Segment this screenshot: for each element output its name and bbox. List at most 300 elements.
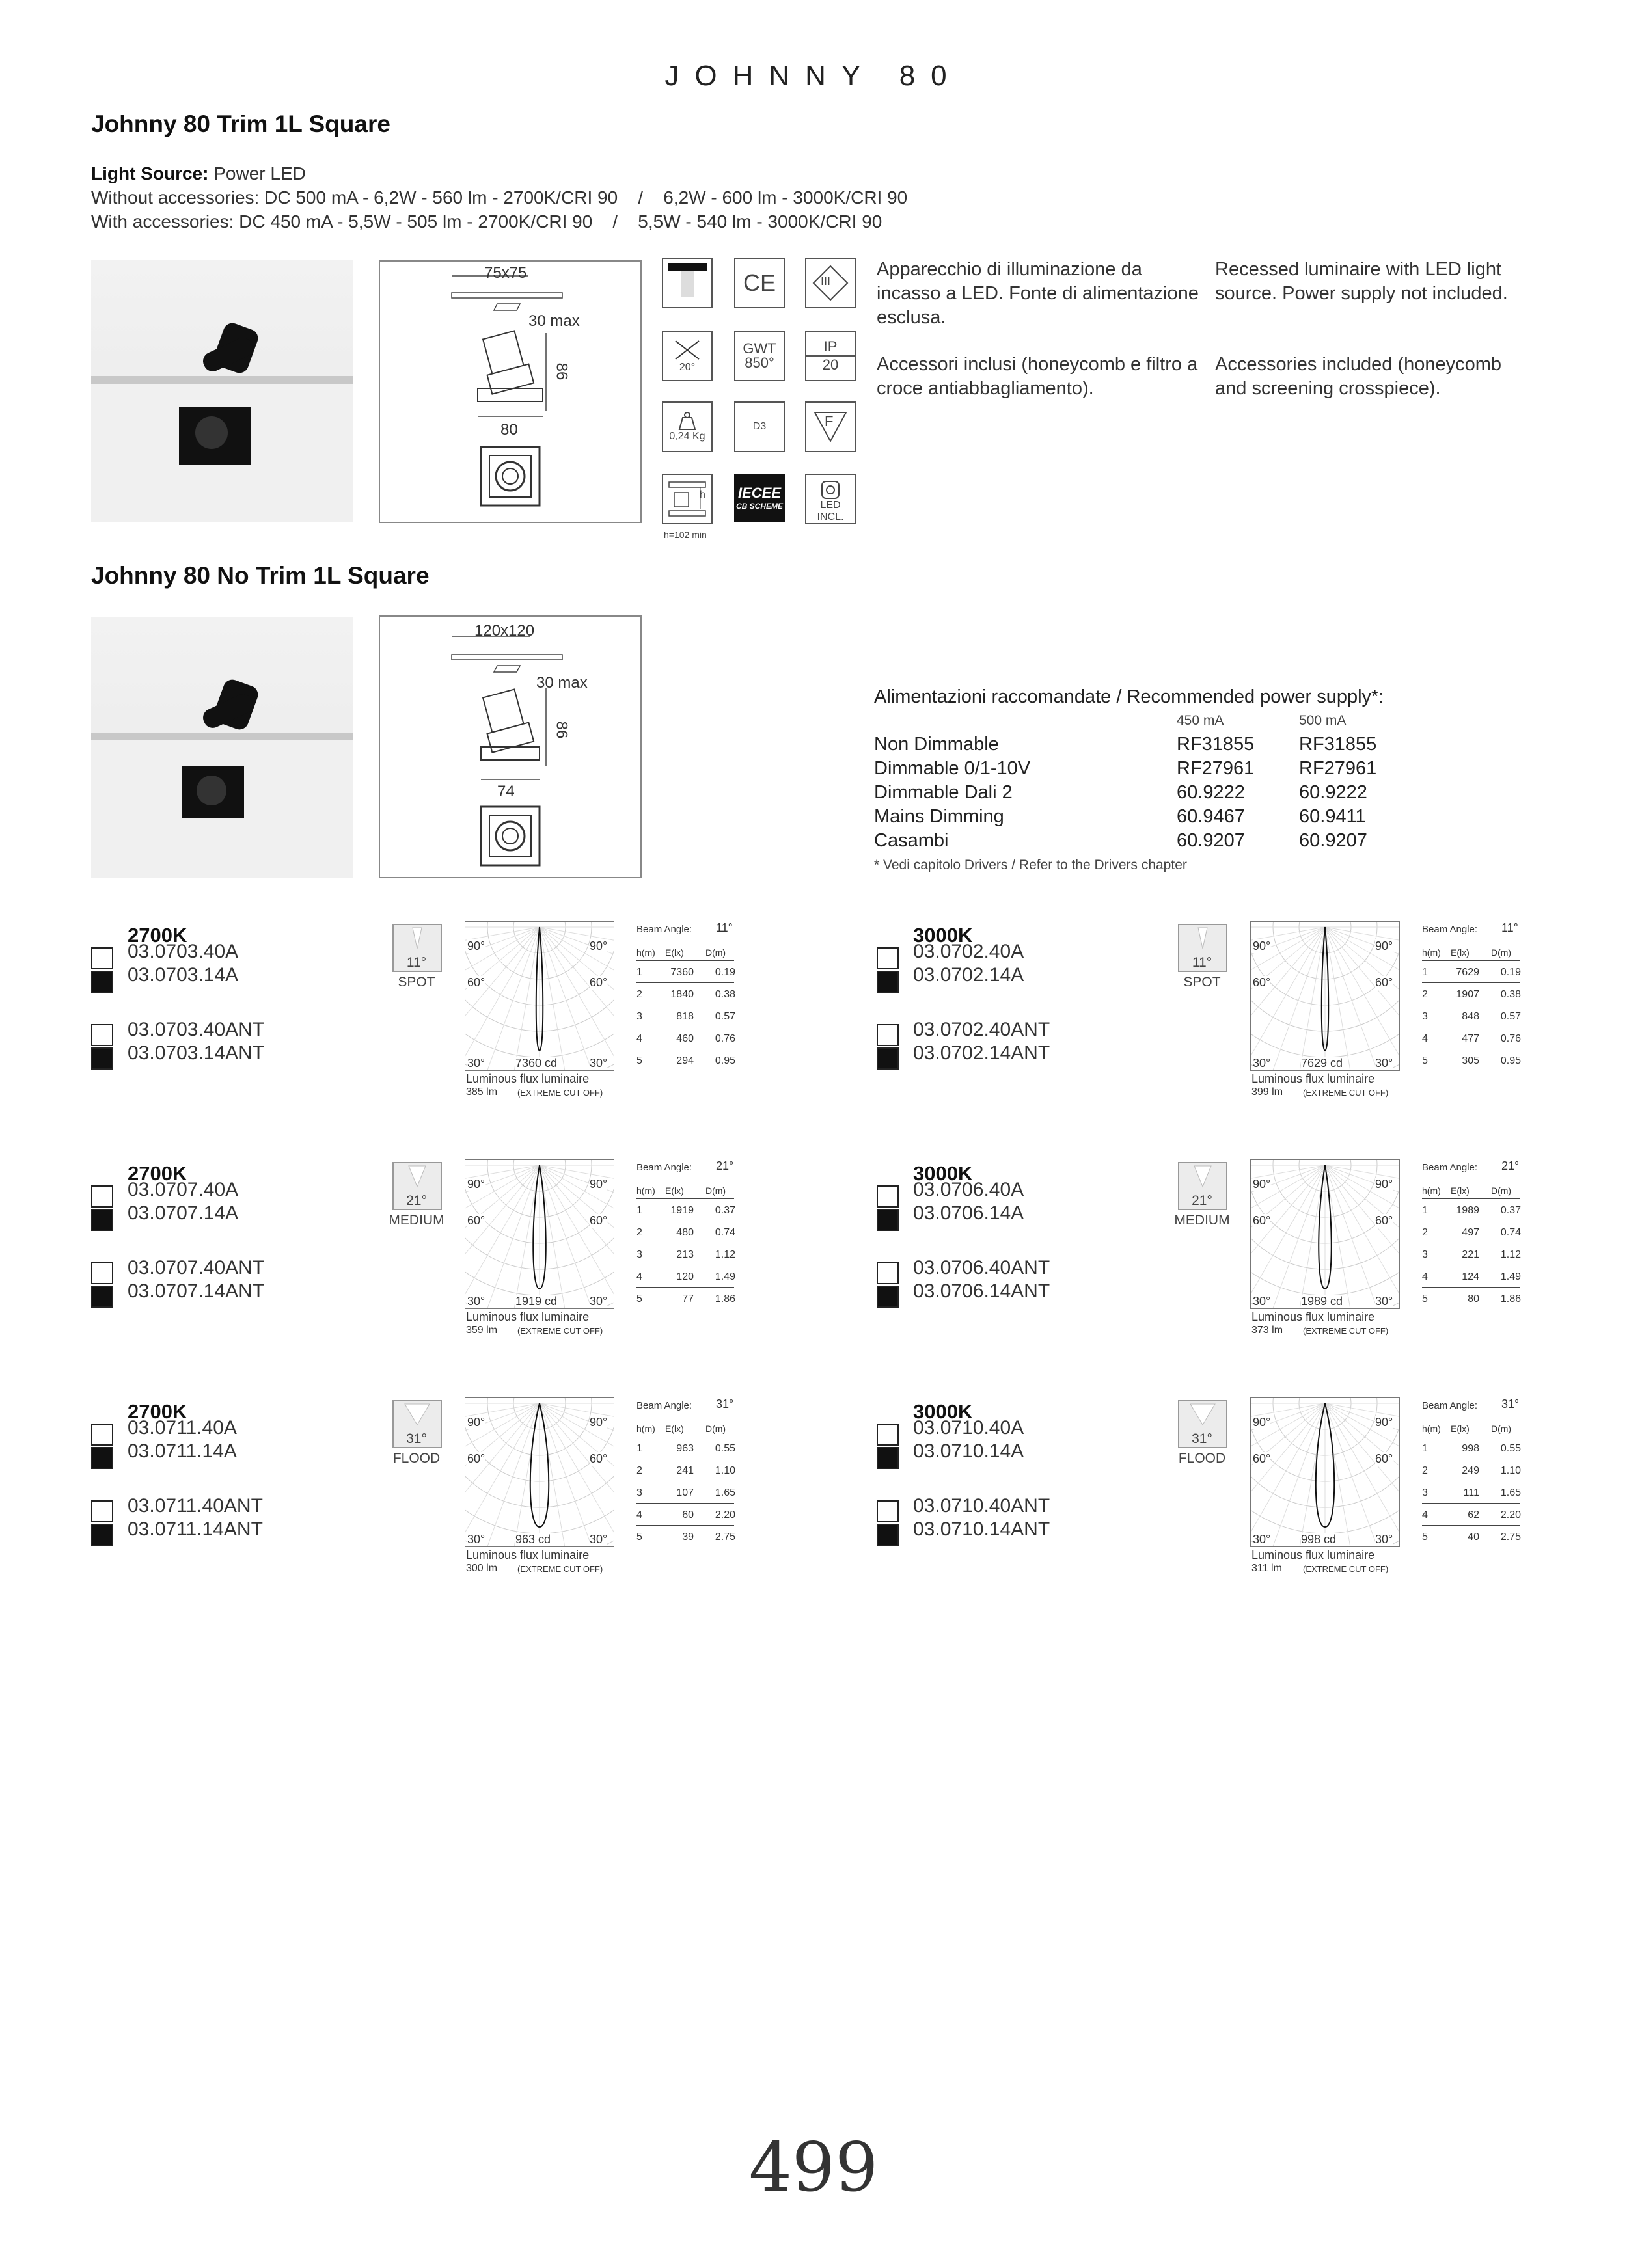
supply-type: Dimmable Dali 2 (874, 782, 1013, 803)
color-temperature: 2700K (128, 924, 187, 947)
product-code: 03.0703.14A (128, 964, 239, 986)
row-height: 4 (1422, 1033, 1428, 1044)
row-height: 3 (1422, 1011, 1428, 1022)
iecee-label: IECEE (737, 485, 782, 501)
peak-candela: 7629 cd (1301, 1057, 1343, 1070)
black-finish-swatch (91, 1286, 113, 1308)
product-code: 03.0706.14ANT (913, 1280, 1050, 1302)
angle-label-30-right: 30° (590, 1533, 608, 1546)
drivers-footnote: * Vedi capitolo Drivers / Refer to the Drivers chapter (874, 857, 1187, 872)
product-code: 03.0702.14A (913, 964, 1024, 986)
col-diameter: D(m) (705, 1185, 726, 1196)
col-height: h(m) (636, 947, 655, 958)
peak-candela: 1989 cd (1301, 1295, 1343, 1308)
beam-type: MEDIUM (1174, 1213, 1230, 1228)
row-divider (636, 1503, 734, 1504)
row-diameter: 2.20 (1500, 1509, 1521, 1520)
accessories-it: Accessori inclusi (honeycomb e filtro a croce antiabbagliamento). (877, 354, 1198, 399)
cutoff-label: (EXTREME CUT OFF) (1303, 1564, 1389, 1574)
white-finish-swatch (91, 1500, 113, 1522)
page-number: 499 (748, 2127, 879, 2207)
min-height-note: h=102 min (664, 530, 707, 540)
product-photo-trim (91, 260, 353, 522)
row-divider (636, 982, 734, 983)
supply-code-450: 60.9207 (1177, 830, 1245, 851)
supply-code-450: 60.9222 (1177, 782, 1245, 803)
spec-without-accessories: Without accessories: DC 500 mA - 6,2W - 560 lm - 2700K/CRI 90 / 6,2W - 600 lm - 3000K/CRI 90 (91, 187, 908, 208)
black-finish-swatch (91, 1524, 113, 1546)
row-height: 5 (636, 1055, 642, 1066)
white-finish-swatch (877, 1262, 899, 1284)
row-height: 4 (636, 1271, 642, 1282)
col-height: h(m) (1422, 1185, 1441, 1196)
product-code: 03.0707.40A (128, 1179, 239, 1200)
supply-type: Casambi (874, 830, 949, 851)
row-illuminance: 221 (1462, 1249, 1479, 1260)
light-source-specs (91, 161, 907, 234)
product-code: 03.0706.40A (913, 1179, 1024, 1200)
angle-label-30-right: 30° (1375, 1533, 1393, 1546)
beam-angle-value: 11° (716, 921, 733, 934)
row-illuminance: 124 (1462, 1271, 1479, 1282)
product-code: 03.0702.40ANT (913, 1019, 1050, 1040)
luminous-flux-value: 359 lm (466, 1325, 498, 1336)
angle-label-60-right: 60° (1375, 1214, 1393, 1227)
energy-class-icon (734, 401, 785, 452)
color-temperature: 2700K (128, 1162, 187, 1185)
angle-label-30-left: 30° (1253, 1533, 1271, 1546)
col-illuminance: E(lx) (1451, 1185, 1470, 1196)
luminous-flux-value: 311 lm (1251, 1563, 1282, 1574)
beam-angle-value: 21° (1501, 1159, 1520, 1172)
product-code: 03.0710.40A (913, 1417, 1024, 1438)
row-divider (1422, 982, 1520, 983)
section2-title: Johnny 80 No Trim 1L Square (91, 562, 430, 589)
row-height: 4 (636, 1033, 642, 1044)
beam-degrees: 11° (1192, 955, 1212, 970)
white-finish-swatch (877, 1185, 899, 1208)
row-illuminance: 294 (676, 1055, 694, 1066)
row-height: 1 (1422, 1443, 1428, 1454)
row-height: 4 (1422, 1271, 1428, 1282)
beam-angle-label: Beam Angle: (636, 924, 692, 935)
row-illuminance: 249 (1462, 1465, 1479, 1476)
row-height: 5 (1422, 1055, 1428, 1066)
row-illuminance: 111 (1463, 1487, 1479, 1498)
row-diameter: 1.65 (715, 1487, 735, 1498)
col-height: h(m) (1422, 1424, 1441, 1434)
col-illuminance: E(lx) (1451, 947, 1470, 958)
table-divider (636, 960, 734, 961)
ip-value: 20 (822, 357, 839, 373)
iecee-icon (734, 474, 785, 522)
supply-code-500: 60.9207 (1299, 830, 1367, 851)
angle-label-60-left: 60° (467, 1452, 485, 1465)
luminous-flux-value: 373 lm (1251, 1325, 1283, 1336)
product-code: 03.0703.40ANT (128, 1019, 265, 1040)
row-illuminance: 460 (676, 1033, 694, 1044)
led-incl-label: LED INCL. (817, 500, 844, 522)
led-included-icon (805, 474, 856, 524)
row-illuminance: 60 (682, 1509, 694, 1520)
black-finish-swatch (91, 1047, 113, 1070)
row-illuminance: 497 (1462, 1227, 1479, 1238)
angle-label-60-left: 60° (467, 976, 485, 989)
row-illuminance: 1989 (1456, 1205, 1479, 1216)
angle-label-30-right: 30° (1375, 1295, 1393, 1308)
energy-label: D3 (752, 421, 767, 432)
luminous-flux-value: 385 lm (466, 1087, 498, 1098)
row-diameter: 0.19 (1500, 967, 1521, 978)
recessed-icon (662, 258, 713, 308)
weight-label: 0,24 Kg (669, 431, 705, 442)
angle-label-30-right: 30° (590, 1057, 608, 1070)
col-500ma: 500 mA (1299, 713, 1347, 728)
angle-label-30-left: 30° (1253, 1295, 1271, 1308)
row-illuminance: 213 (676, 1249, 694, 1260)
row-diameter: 1.49 (715, 1271, 735, 1282)
white-finish-swatch (877, 947, 899, 969)
beam-degrees: 31° (406, 1431, 427, 1446)
row-illuminance: 963 (676, 1443, 694, 1454)
row-illuminance: 77 (682, 1293, 694, 1304)
row-illuminance: 1840 (670, 989, 694, 1000)
col-diameter: D(m) (705, 1424, 726, 1434)
angle-label-90-right: 90° (590, 1416, 608, 1429)
row-illuminance: 1907 (1456, 989, 1479, 1000)
supply-type: Dimmable 0/1-10V (874, 758, 1031, 779)
white-finish-swatch (91, 1024, 113, 1046)
cutoff-label: (EXTREME CUT OFF) (1303, 1088, 1389, 1098)
product-code: 03.0710.40ANT (913, 1495, 1050, 1517)
row-height: 3 (1422, 1487, 1428, 1498)
col-illuminance: E(lx) (665, 1424, 684, 1434)
row-divider (1422, 1525, 1520, 1526)
row-height: 2 (636, 1465, 642, 1476)
supply-code-500: RF31855 (1299, 734, 1377, 755)
beam-type: FLOOD (1178, 1451, 1226, 1466)
beam-angle-label: Beam Angle: (1422, 1400, 1478, 1411)
angle-label-90-right: 90° (590, 939, 608, 952)
beam-angle-value: 31° (716, 1397, 734, 1411)
row-illuminance: 62 (1468, 1509, 1479, 1520)
f-mark-label: F (825, 413, 834, 429)
row-illuminance: 477 (1462, 1033, 1479, 1044)
angle-label-60-right: 60° (590, 1214, 608, 1227)
color-temperature: 2700K (128, 1400, 187, 1423)
dim-size: 75x75 (484, 264, 527, 282)
black-finish-swatch (877, 1047, 899, 1070)
row-illuminance: 120 (676, 1271, 694, 1282)
col-diameter: D(m) (705, 947, 726, 958)
product-code: 03.0707.40ANT (128, 1257, 265, 1278)
angle-label-90-left: 90° (467, 1416, 485, 1429)
row-height: 1 (636, 1443, 642, 1454)
black-finish-swatch (91, 1447, 113, 1469)
product-code: 03.0711.40ANT (128, 1495, 263, 1517)
angle-label-90-right: 90° (1375, 1178, 1393, 1191)
row-diameter: 1.10 (1500, 1465, 1521, 1476)
luminous-flux-value: 300 lm (466, 1563, 498, 1574)
dim-max: 30 max (528, 312, 580, 330)
installation-height-icon (662, 474, 713, 524)
product-code: 03.0706.14A (913, 1202, 1024, 1224)
row-illuminance: 305 (1462, 1055, 1479, 1066)
row-diameter: 2.75 (1500, 1532, 1521, 1543)
class-iii-label: III (821, 275, 831, 288)
color-temperature: 3000K (913, 1162, 973, 1185)
black-finish-swatch (877, 1524, 899, 1546)
peak-candela: 1919 cd (515, 1295, 558, 1308)
row-diameter: 1.49 (1500, 1271, 1521, 1282)
col-illuminance: E(lx) (665, 947, 684, 958)
weight-icon (662, 401, 713, 452)
col-450ma: 450 mA (1177, 713, 1224, 728)
row-illuminance: 39 (682, 1532, 694, 1543)
section1-title: Johnny 80 Trim 1L Square (91, 111, 390, 137)
ip-label: IP (806, 338, 855, 357)
row-diameter: 1.12 (1500, 1249, 1521, 1260)
tilt-icon (662, 331, 713, 381)
white-finish-swatch (877, 1424, 899, 1446)
row-illuminance: 241 (676, 1465, 694, 1476)
row-diameter: 1.86 (715, 1293, 735, 1304)
description-en: Recessed luminaire with LED light source. Power supply not included. (1215, 259, 1508, 304)
dim-width: 80 (500, 421, 518, 439)
table-divider (1422, 960, 1520, 961)
peak-candela: 7360 cd (515, 1057, 558, 1070)
angle-label-60-right: 60° (1375, 976, 1393, 989)
beam-degrees: 21° (1192, 1193, 1212, 1208)
peak-candela: 963 cd (515, 1533, 551, 1546)
row-illuminance: 7360 (670, 967, 694, 978)
beam-angle-label: Beam Angle: (636, 1400, 692, 1411)
row-height: 4 (636, 1509, 642, 1520)
supply-code-500: 60.9411 (1299, 806, 1366, 827)
product-photo-notrim (91, 617, 353, 878)
f-mark-icon (805, 401, 856, 452)
row-diameter: 0.76 (1500, 1033, 1521, 1044)
white-finish-swatch (91, 1185, 113, 1208)
product-code: 03.0710.14ANT (913, 1519, 1050, 1540)
class-iii-icon (805, 258, 856, 308)
ce-icon: CE (734, 258, 785, 308)
row-diameter: 0.95 (1500, 1055, 1521, 1066)
page-header: JOHNNY 80 (664, 60, 963, 92)
row-height: 5 (636, 1532, 642, 1543)
col-height: h(m) (636, 1185, 655, 1196)
dim-size: 120x120 (474, 622, 535, 640)
dim-height: 86 (553, 721, 571, 739)
row-diameter: 0.55 (1500, 1443, 1521, 1454)
row-diameter: 0.38 (1500, 989, 1521, 1000)
dim-height: 86 (553, 362, 571, 381)
black-finish-swatch (91, 1209, 113, 1231)
light-source-value: Power LED (208, 163, 306, 183)
black-finish-swatch (91, 971, 113, 993)
product-code: 03.0702.40A (913, 941, 1024, 962)
light-source-label: Light Source: (91, 163, 209, 183)
row-illuminance: 818 (676, 1011, 694, 1022)
angle-label-90-left: 90° (467, 939, 485, 952)
angle-label-90-left: 90° (1253, 1416, 1271, 1429)
beam-angle-label: Beam Angle: (1422, 924, 1478, 935)
row-height: 5 (636, 1293, 642, 1304)
row-diameter: 1.10 (715, 1465, 735, 1476)
angle-label-60-right: 60° (590, 976, 608, 989)
product-code: 03.0703.14ANT (128, 1042, 265, 1064)
row-height: 3 (636, 1011, 642, 1022)
h-mark-label: h (700, 489, 705, 500)
peak-candela: 998 cd (1301, 1533, 1337, 1546)
row-divider (636, 1525, 734, 1526)
beam-type: SPOT (398, 975, 435, 990)
beam-degrees: 11° (406, 955, 427, 970)
row-illuminance: 848 (1462, 1011, 1479, 1022)
row-diameter: 0.55 (715, 1443, 735, 1454)
beam-type: SPOT (1183, 975, 1221, 990)
row-height: 1 (1422, 1205, 1428, 1216)
angle-label-60-left: 60° (1253, 976, 1271, 989)
beam-degrees: 21° (406, 1193, 427, 1208)
row-height: 2 (1422, 989, 1428, 1000)
row-illuminance: 107 (676, 1487, 694, 1498)
row-illuminance: 998 (1462, 1443, 1479, 1454)
col-diameter: D(m) (1491, 1424, 1512, 1434)
row-height: 2 (1422, 1465, 1428, 1476)
row-illuminance: 40 (1468, 1532, 1479, 1543)
row-diameter: 0.74 (1500, 1227, 1521, 1238)
gwt-label: GWT (743, 340, 776, 357)
row-height: 2 (636, 1227, 642, 1238)
gwt-icon (734, 331, 785, 381)
angle-label-60-left: 60° (1253, 1452, 1271, 1465)
product-code: 03.0711.14A (128, 1440, 237, 1462)
black-finish-swatch (877, 1209, 899, 1231)
dim-width: 74 (497, 783, 515, 800)
product-code: 03.0711.14ANT (128, 1519, 263, 1540)
white-finish-swatch (91, 1262, 113, 1284)
row-diameter: 1.12 (715, 1249, 735, 1260)
beam-type: FLOOD (392, 1451, 441, 1466)
row-divider (1422, 1503, 1520, 1504)
cutoff-label: (EXTREME CUT OFF) (1303, 1326, 1389, 1336)
accessories-en: Accessories included (honeycomb and screening crosspiece). (1215, 354, 1502, 399)
row-diameter: 0.57 (1500, 1011, 1521, 1022)
angle-label-30-right: 30° (590, 1295, 608, 1308)
supply-code-500: 60.9222 (1299, 782, 1367, 803)
product-code: 03.0702.14ANT (913, 1042, 1050, 1064)
product-code: 03.0707.14ANT (128, 1280, 265, 1302)
angle-label-90-left: 90° (467, 1178, 485, 1191)
color-temperature: 3000K (913, 924, 973, 947)
row-height: 1 (636, 967, 642, 978)
angle-label-90-right: 90° (590, 1178, 608, 1191)
spec-with-accessories: With accessories: DC 450 mA - 5,5W - 505 lm - 2700K/CRI 90 / 5,5W - 540 lm - 3000K/CRI 90 (91, 211, 882, 232)
row-height: 3 (636, 1487, 642, 1498)
description-it: Apparecchio di illuminazione da incasso a LED. Fonte di alimentazione esclusa. (877, 259, 1199, 328)
col-height: h(m) (636, 1424, 655, 1434)
row-illuminance: 7629 (1456, 967, 1479, 978)
table-divider (1422, 1198, 1520, 1199)
black-finish-swatch (877, 971, 899, 993)
row-height: 1 (636, 1205, 642, 1216)
luminous-flux-label: Luminous flux luminaire (1251, 1310, 1375, 1323)
luminous-flux-label: Luminous flux luminaire (466, 1548, 590, 1561)
white-finish-swatch (877, 1024, 899, 1046)
black-finish-swatch (877, 1447, 899, 1469)
row-divider (1422, 1287, 1520, 1288)
col-illuminance: E(lx) (665, 1185, 684, 1196)
row-diameter: 0.95 (715, 1055, 735, 1066)
supply-type: Non Dimmable (874, 734, 999, 755)
beam-angle-label: Beam Angle: (1422, 1162, 1478, 1173)
supply-code-450: 60.9467 (1177, 806, 1245, 827)
power-supply-table (874, 733, 1525, 856)
row-diameter: 1.86 (1500, 1293, 1521, 1304)
row-height: 5 (1422, 1293, 1428, 1304)
technical-drawing-notrim (379, 615, 642, 878)
technical-drawing-trim (379, 260, 642, 523)
row-height: 2 (636, 989, 642, 1000)
angle-label-60-left: 60° (1253, 1214, 1271, 1227)
row-illuminance: 80 (1468, 1293, 1479, 1304)
product-code: 03.0703.40A (128, 941, 239, 962)
row-illuminance: 480 (676, 1227, 694, 1238)
angle-label-60-left: 60° (467, 1214, 485, 1227)
luminous-flux-label: Luminous flux luminaire (1251, 1072, 1375, 1085)
ip-rating-icon (805, 331, 856, 381)
black-finish-swatch (877, 1286, 899, 1308)
white-finish-swatch (91, 947, 113, 969)
angle-label-60-right: 60° (590, 1452, 608, 1465)
dim-max: 30 max (536, 674, 588, 692)
row-height: 3 (636, 1249, 642, 1260)
angle-label-30-left: 30° (467, 1295, 485, 1308)
luminous-flux-value: 399 lm (1251, 1087, 1283, 1098)
row-diameter: 0.38 (715, 989, 735, 1000)
row-height: 5 (1422, 1532, 1428, 1543)
angle-label-90-right: 90° (1375, 1416, 1393, 1429)
row-diameter: 0.57 (715, 1011, 735, 1022)
white-finish-swatch (91, 1424, 113, 1446)
col-height: h(m) (1422, 947, 1441, 958)
table-divider (636, 1198, 734, 1199)
cutoff-label: (EXTREME CUT OFF) (517, 1088, 603, 1098)
row-height: 4 (1422, 1509, 1428, 1520)
product-code: 03.0711.40A (128, 1417, 237, 1438)
supply-code-450: RF27961 (1177, 758, 1255, 779)
luminous-flux-label: Luminous flux luminaire (1251, 1548, 1375, 1561)
beam-angle-value: 11° (1501, 921, 1518, 934)
angle-label-90-left: 90° (1253, 939, 1271, 952)
product-code: 03.0710.14A (913, 1440, 1024, 1462)
col-diameter: D(m) (1491, 947, 1512, 958)
cutoff-label: (EXTREME CUT OFF) (517, 1564, 603, 1574)
row-height: 2 (1422, 1227, 1428, 1238)
beam-angle-value: 31° (1501, 1397, 1520, 1411)
white-finish-swatch (877, 1500, 899, 1522)
angle-label-90-left: 90° (1253, 1178, 1271, 1191)
angle-label-90-right: 90° (1375, 939, 1393, 952)
row-diameter: 0.37 (1500, 1205, 1521, 1216)
row-diameter: 0.74 (715, 1227, 735, 1238)
luminous-flux-label: Luminous flux luminaire (466, 1072, 590, 1085)
row-divider (636, 1287, 734, 1288)
iecee-sub-label: CB SCHEME (735, 502, 783, 511)
beam-angle-label: Beam Angle: (636, 1162, 692, 1173)
row-illuminance: 1919 (670, 1205, 694, 1216)
